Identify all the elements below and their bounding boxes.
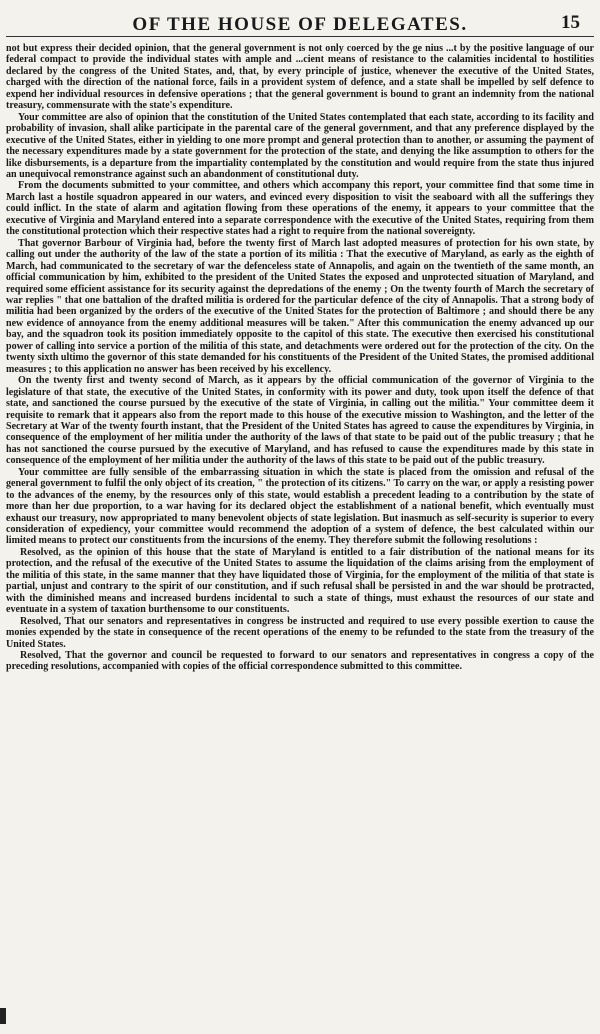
paragraph: not but express their decided opinion, that the general government is not only coerced by the ge nius ...t by the positive language of our federal compact to provide the individual states with ample and ...cient means of resistance to the calamities incidental to hostilities declared by the congress of the United States, and, that, by every principle of justice, whenever the executive of the United States, charged with the direction of the national force, fails in a provident system of defence, and a state shall be impelled by self defence to expend her individual resources in defensive operations ; that the general government is bound to grant an indemnity from the national treasury, commensurate with the state's expenditure. bbox=[6, 43, 594, 112]
page-number: 15 bbox=[561, 12, 580, 33]
page-edge-mark bbox=[0, 1008, 6, 1024]
paragraph: Your committee are fully sensible of the embarrassing situation in which the state is placed from the omission and refusal of the general government to fulfil the only object of its creation, " the protection of its citizens." To carry on the war, or apply a resisting power to the advances of the enemy, by the resources only of this state, would establish a precedent leading to a contribution by the state of more than her due proportion, to a war having for its declared object the establishment of a national benefit, which eventually must exhaust our treasury, now appropriated to many benevolent objects of state legislation. But inasmuch as self-security is superior to every consideration of expediency, your committee would recommend the adoption of a system of defence, the best calculated within our limited means to protect our constituents from the incursions of the enemy. They therefore submit the following resolutions : bbox=[6, 466, 594, 547]
resolution: Resolved, That our senators and representatives in congress be instructed and required to use every possible exertion to cause the monies expended by the state in consequence of the recent operations of the enemy to be refunded to the state from the treasury of the United States. bbox=[6, 615, 594, 650]
paragraph: Your committee are also of opinion that the constitution of the United States contemplated that each state, according to its facility and probability of invasion, shall alike participate in the parental care of the general government, and that any preference displayed by the executive of the United States, either in yielding to one more prompt and general protection than to another, or assuming the payment of the necessary expenditures made by a state government for the protection of the state, and denying the like assumption to others for the like disbursements, is a departure from the impartiality contemplated by the constitution and would require from the state thus injured an unequivocal remonstrance against such an abandonment of constitutional duty. bbox=[6, 111, 594, 180]
resolution: Resolved, That the governor and council be requested to forward to our senators and representatives in congress a copy of the preceding resolutions, accompanied with copies of the official correspondence submitted to this committee. bbox=[6, 650, 594, 673]
paragraph: That governor Barbour of Virginia had, before the twenty first of March last adopted measures of protection for his own state, by calling out under the authority of the law of the state a portion of its militia : That the executive of Maryland, as early as the eighth of March, had communicated to the secretary of war the defenceless state of Annapolis, and again on the twentieth of the same month, an official communication by him, exhibited to the president of the United States the exposed and unprotected situation of Maryland, and required some efficient assistance for its security against the depredations of the enemy ; On the twenty fourth of March the secretary of war replies " that one battalion of the drafted militia is ordered for the particular defence of the city of Annapolis. That a strong body of militia had been organized by the orders of the executive of the United States for the protection of Baltimore ; and should there be any new evidence of annoyance from the enemy additional measures will be taken." After this communication the enemy advanced up our bay, and the squadron took its position immediately opposite to the capitol of this state. The executive then exercised his constitutional power of calling into service a portion of the militia of this state, and detachments were ordered out for the protection of the city. On the twenty sixth ultimo the governor of this state demanded for his constituents of the President of the United States, the promised additional measures ; to this application no answer has been received by his excellency. bbox=[6, 237, 594, 375]
paragraph: From the documents submitted to your committee, and others which accompany this report, your committee find that some time in March last a hostile squadron appeared in our waters, and evinced every disposition to visit the seaboard with all the sufferings they could inflict. In the state of alarm and agitation flowing from these operations of the enemy, it appears to your committee that the executive of Virginia and Maryland entered into a separate correspondence with the executive of the United States, requiring from them the constitutional protection which their respective states had a right to require from the national sovereignty. bbox=[6, 180, 594, 238]
page-header bbox=[6, 8, 594, 37]
running-head: OF THE HOUSE OF DELEGATES. bbox=[132, 14, 468, 35]
paragraph: On the twenty first and twenty second of March, as it appears by the official communication of the governor of Virginia to the legislature of that state, the executive of the United States, in conformity with its power and duty, took upon itself the defence of that state, and sanctioned the course pursued by the executive of the state of Virginia, in calling out the militia." Your committee deem it requisite to remark that it appears also from the report made to this house of the executive mission to Washington, and the letter of the Secretary at War of the twenty fourth instant, that the President of the United States has agreed to cause the expenditures by Virginia, in consequence of the employment of her militia under the authority of the laws of that state to be paid out of the public treasury ; that he has not sanctioned the course pursued by the executive of Maryland, and has refused to cause the expenditures made by this state in consequence of the employment of her militia under the authority of the laws of this state to be paid out of the public treasury. bbox=[6, 375, 594, 467]
resolution: Resolved, as the opinion of this house that the state of Maryland is entitled to a fair distribution of the national means for its protection, and the refusal of the executive of the United States to assume the liquidation of the claims arising from the employment of the militia of this state, in the same manner that they have liquidated those of Virginia, for the employment of the militia of that state is partial, unjust and contrary to the spirit of our constitution, and if such refusal shall be persisted in and the war should be protracted, with the diminished means and increased burdens incidental to such a state of things, must exhaust the resources of our state and eventuate in a system of taxation burthensome to our constituents. bbox=[6, 546, 594, 616]
body-text bbox=[6, 43, 594, 673]
